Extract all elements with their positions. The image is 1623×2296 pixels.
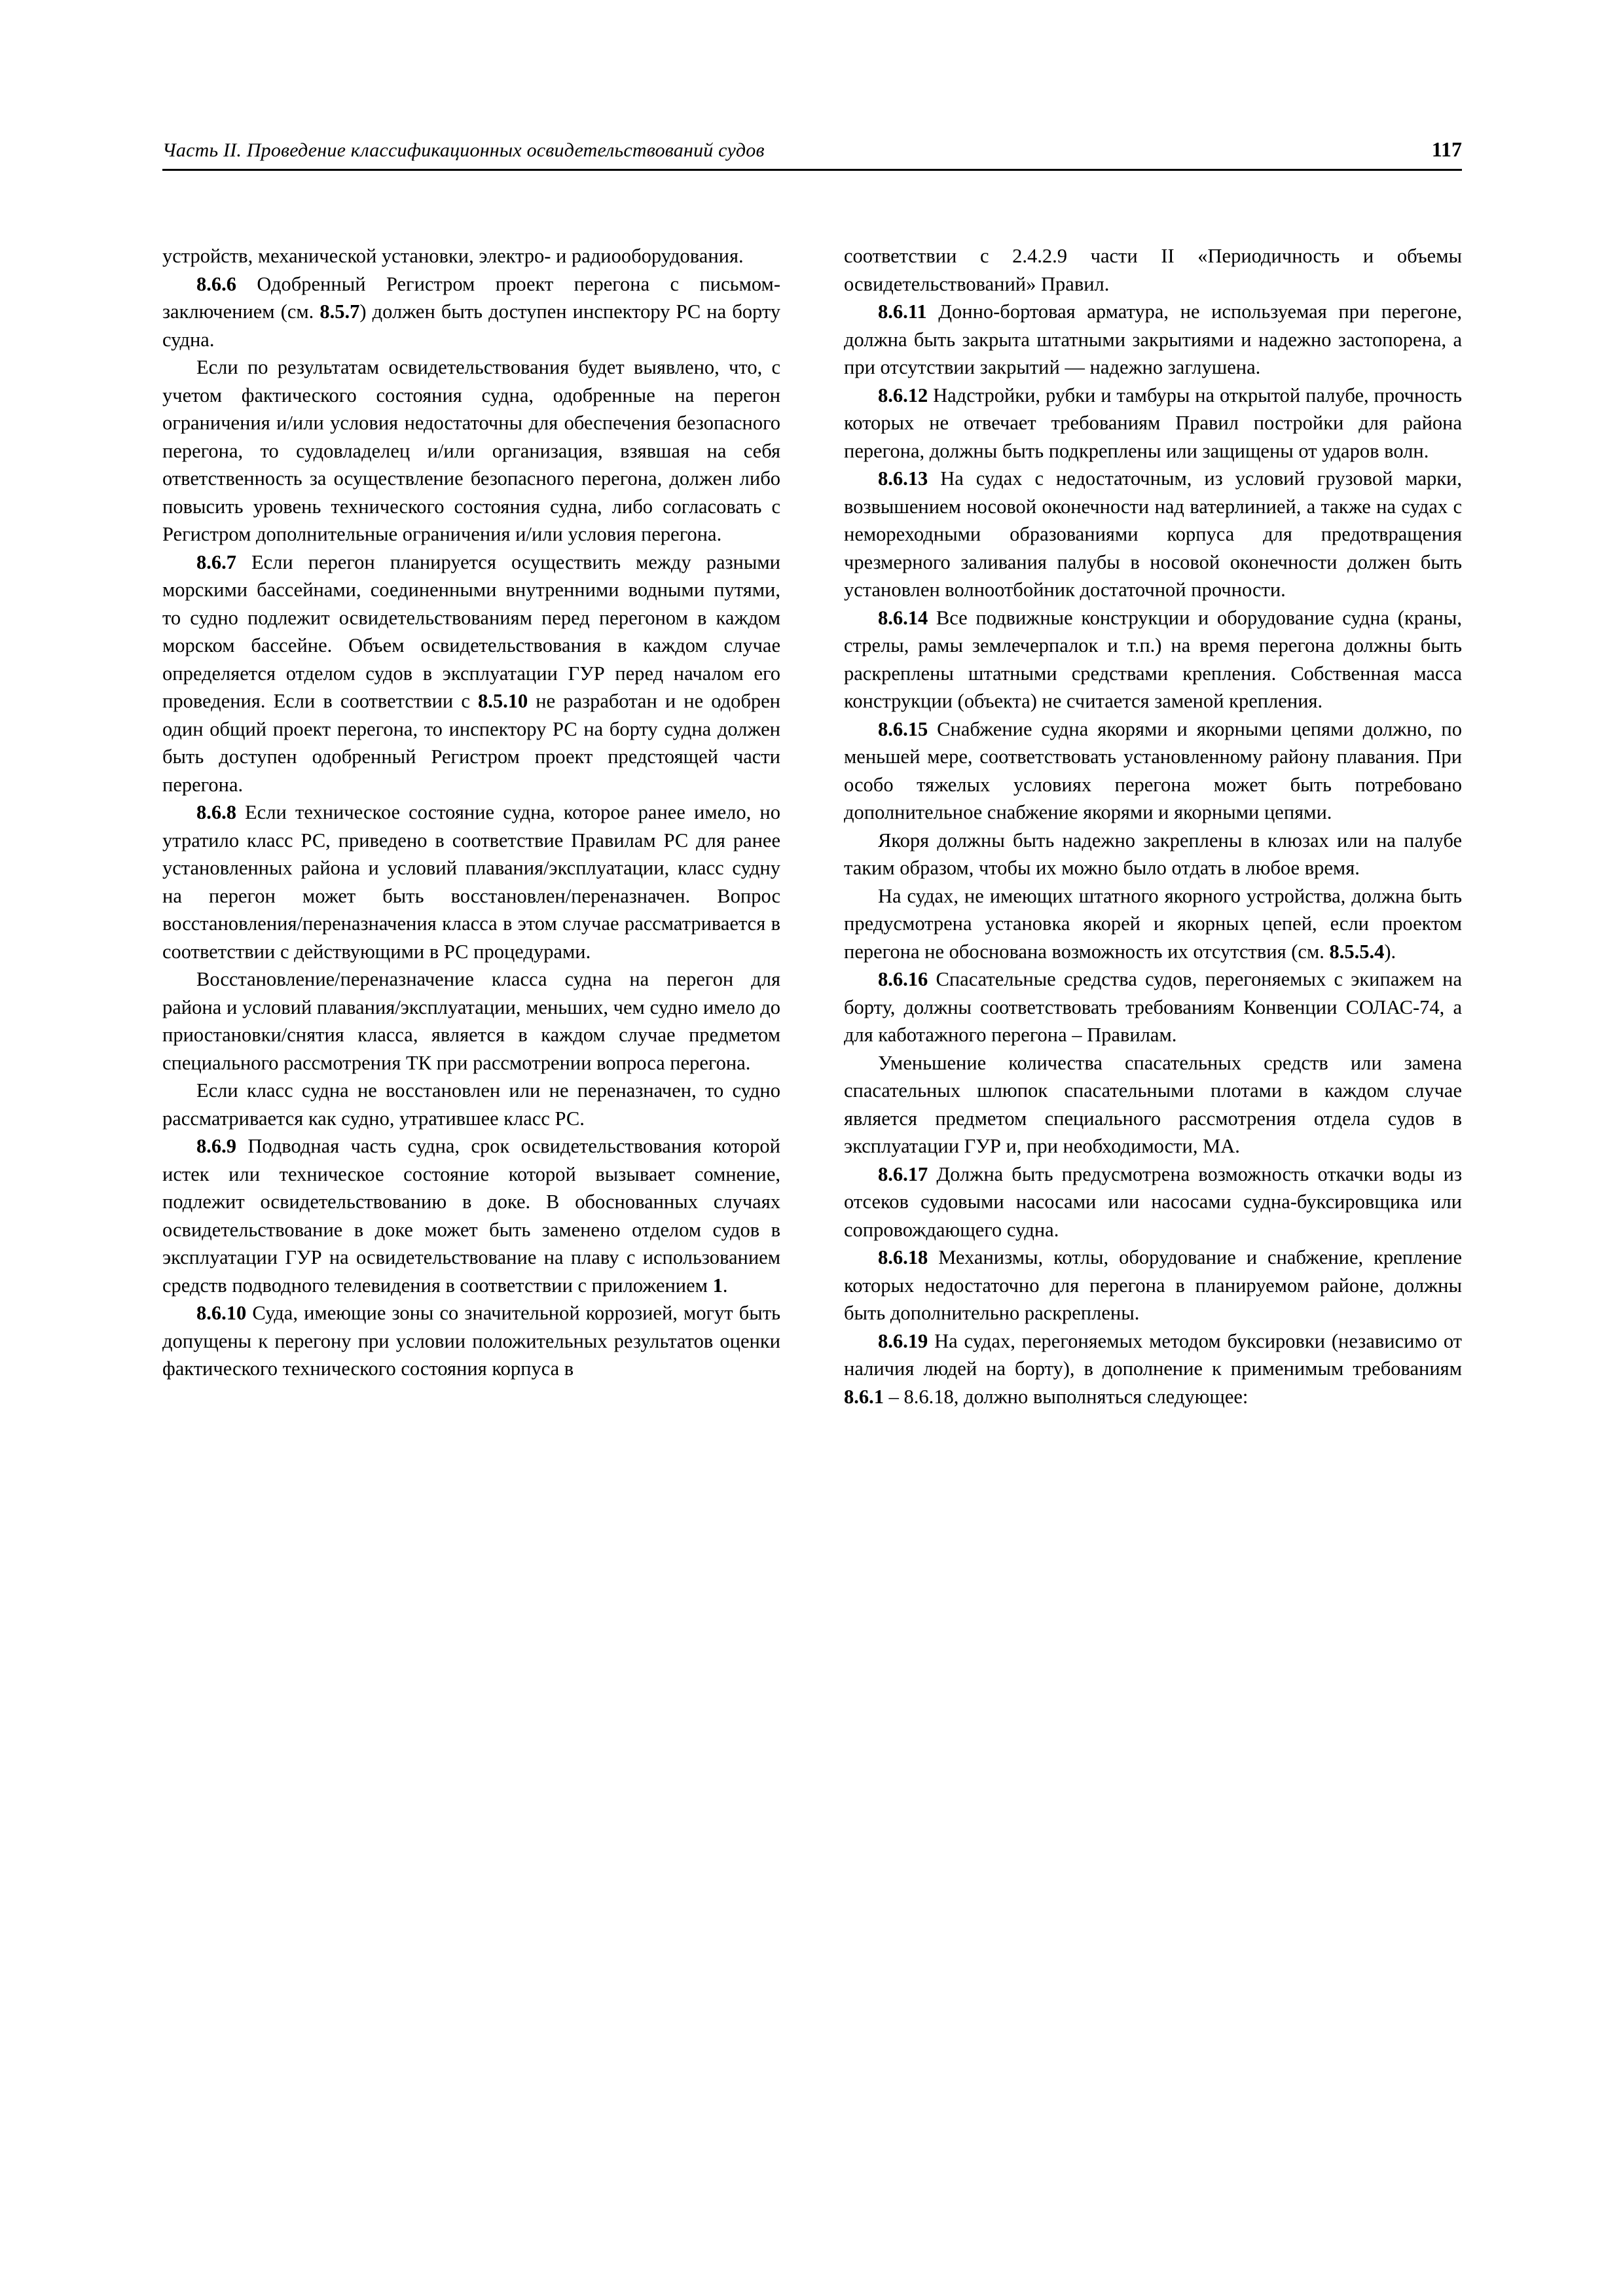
paragraph: соответствии с 2.4.2.9 части II «Периодичность и объемы освидетельствований» Правил. xyxy=(844,245,1462,295)
right-text-column xyxy=(844,242,1462,1410)
paragraph: 8.6.10 Суда, имеющие зоны со значительной коррозией, могут быть допущены к перегону при условии положительных результатов оценки фактического технического состояния корпуса в xyxy=(162,1302,780,1380)
paragraph: 8.6.8 Если техническое состояние судна, которое ранее имело, но утратило класс РС, приведено в соответствие Правилам РС для ранее установленных района и условий плавания/эксплуатации, класс судну на перегон может быть восстановлен/переназначен. Вопрос восстановления/переназначения класса в этом случае рассматривается в соответствии с действующими в РС процедурами. xyxy=(162,801,780,963)
paragraph: 8.6.9 Подводная часть судна, срок освидетельствования которой истек или техническое состояние которой вызывает сомнение, подлежит освидетельствованию в доке. В обоснованных случаях освидетельствование в доке может быть заменено отделом судов в эксплуатации ГУР на освидетельствование на плаву с использованием средств подводного телевидения в соответствии с приложением 1. xyxy=(162,1135,780,1297)
clause-number: 8.6.16 xyxy=(878,968,928,990)
clause-number: 8.6.7 xyxy=(196,550,236,573)
clause-number: 8.6.9 xyxy=(196,1135,236,1157)
paragraph: 8.6.15 Снабжение судна якорями и якорными цепями должно, по меньшей мере, соответствовать установленному району плавания. При особо тяжелых условиях перегона может быть потребовано дополнительное снабжение якорями и якорными цепями. xyxy=(844,717,1462,823)
paragraph: 8.6.12 Надстройки, рубки и тамбуры на открытой палубе, прочность которых не отвечает требованиям Правил постройки для района перегона, должны быть подкреплены или защищены от ударов волн. xyxy=(844,384,1462,462)
clause-number: 8.6.18 xyxy=(878,1246,928,1268)
paragraph: 8.6.14 Все подвижные конструкции и оборудование судна (краны, стрелы, рамы землечерпалок и т.п.) на время перегона должны быть раскреплены штатными средствами крепления. Собственная масса конструкции (объекта) не считается заменой крепления. xyxy=(844,606,1462,712)
page-header xyxy=(162,137,1462,162)
clause-number: 8.6.19 xyxy=(878,1329,928,1352)
clause-number: 8.6.10 xyxy=(196,1302,247,1324)
clause-number: 8.6.11 xyxy=(878,300,927,323)
clause-number: 8.6.17 xyxy=(878,1162,928,1185)
paragraph: Если по результатам освидетельствования будет выявлено, что, с учетом фактического состояния судна, одобренные на перегон ограничения и/или условия недостаточны для обеспечения безопасного перегона, то судовладелец и/или организация, взявшая на себя ответственность за осуществление безопасного перегона, должен либо повысить уровень технического состояния судна, либо согласовать с Регистром дополнительные ограничения и/или условия перегона. xyxy=(162,356,780,545)
paragraph: Восстановление/переназначение класса судна на перегон для района и условий плавания/эксплуатации, меньших, чем судно имело до приостановки/снятия класса, является в каждом случае предметом специального рассмотрения ТК при рассмотрении вопроса перегона. xyxy=(162,968,780,1074)
paragraph: 8.6.13 На судах с недостаточным, из условий грузовой марки, возвышением носовой оконечности над ватерлинией, а также на судах с немореходными образованиями корпуса для предотвращения чрезмерного заливания палубы в носовой оконечности должен быть установлен волноотбойник достаточной прочности. xyxy=(844,467,1462,601)
clause-number: 8.6.6 xyxy=(196,272,236,295)
paragraph: Уменьшение количества спасательных средств или замена спасательных шлюпок спасательными плотами в каждом случае является предметом специального рассмотрения отдела судов в эксплуатации ГУР и, при необходимости, МА. xyxy=(844,1051,1462,1157)
page-number: 117 xyxy=(1431,137,1462,161)
left-text-column xyxy=(162,242,780,1410)
clause-number: 8.6.12 xyxy=(878,384,928,406)
clause-number: 8.6.13 xyxy=(878,467,928,490)
clause-number: 8.6.15 xyxy=(878,717,928,740)
body-columns xyxy=(162,242,1462,1410)
paragraph: 8.6.6 Одобренный Регистром проект перегона с письмом-заключением (см. 8.5.7) должен быть доступен инспектору РС на борту судна. xyxy=(162,272,780,351)
paragraph: Якоря должны быть надежно закреплены в клюзах или на палубе таким образом, чтобы их можно было отдать в любое время. xyxy=(844,829,1462,879)
paragraph: 8.6.17 Должна быть предусмотрена возможность откачки воды из отсеков судовыми насосами или насосами судна-буксировщика или сопровождающего судна. xyxy=(844,1162,1462,1241)
paragraph: устройств, механической установки, электро- и радиооборудования. xyxy=(162,245,744,267)
paragraph: 8.6.11 Донно-бортовая арматура, не используемая при перегоне, должна быть закрыта штатными закрытиями и надежно застопорена, а при отсутствии закрытий — надежно заглушена. xyxy=(844,300,1462,378)
page-header-title: Часть II. Проведение классификационных освидетельствований судов xyxy=(162,139,765,161)
header-divider xyxy=(162,169,1462,171)
paragraph: 8.6.7 Если перегон планируется осуществить между разными морскими бассейнами, соединенными внутренними водными путями, то судно подлежит освидетельствованиям перед перегоном в каждом морском бассейне. Объем освидетельствования в каждом случае определяется отделом судов в эксплуатации ГУР перед началом его проведения. Если в соответствии с 8.5.10 не разработан и не одобрен один общий проект перегона, то инспектору РС на борту судна должен быть доступен одобренный Регистром проект предстоящей части перегона. xyxy=(162,550,780,796)
clause-number: 8.6.14 xyxy=(878,606,928,629)
paragraph: 8.6.18 Механизмы, котлы, оборудование и снабжение, крепление которых недостаточно для перегона в планируемом районе, должны быть дополнительно раскреплены. xyxy=(844,1246,1462,1324)
paragraph: Если класс судна не восстановлен или не переназначен, то судно рассматривается как судно, утратившее класс РС. xyxy=(162,1079,780,1130)
clause-number: 8.6.8 xyxy=(196,801,236,823)
paragraph: 8.6.16 Спасательные средства судов, перегоняемых с экипажем на борту, должны соответствовать требованиям Конвенции СОЛАС-74, а для каботажного перегона – Правилам. xyxy=(844,968,1462,1046)
paragraph: 8.6.19 На судах, перегоняемых методом буксировки (независимо от наличия людей на борту), в дополнение к применимым требованиям 8.6.1 – 8.6.18, должно выполняться следующее: xyxy=(844,1329,1462,1408)
paragraph: На судах, не имеющих штатного якорного устройства, должна быть предусмотрена установка якорей и якорных цепей, если проектом перегона не обоснована возможность их отсутствия (см. 8.5.5.4). xyxy=(844,884,1462,963)
